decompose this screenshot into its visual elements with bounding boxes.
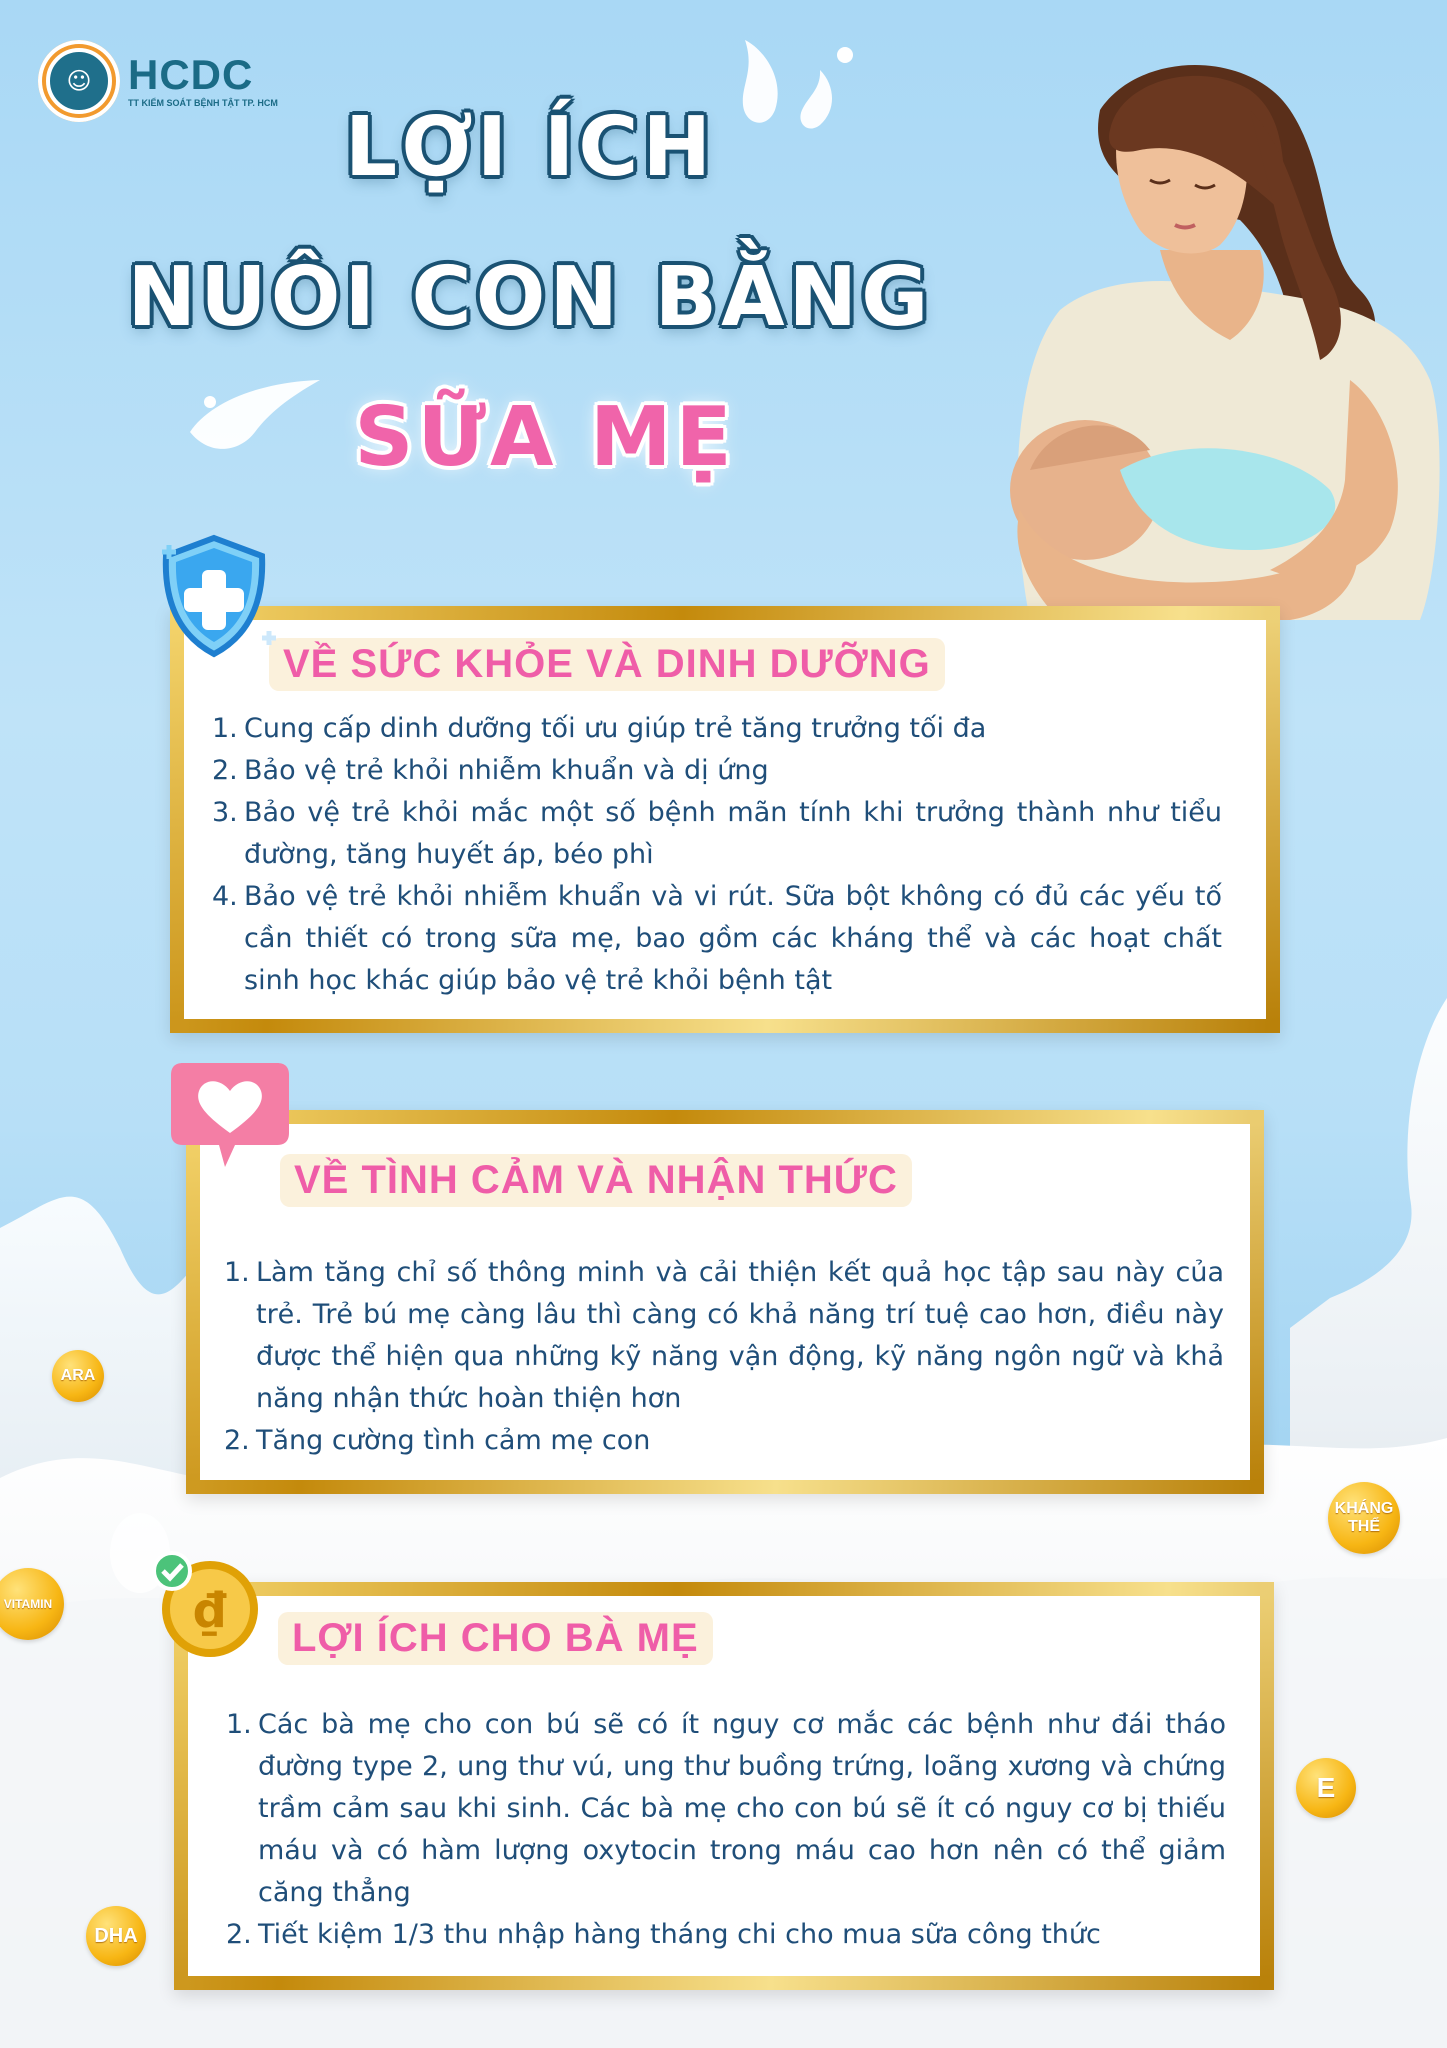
- ara-badge: ARA: [52, 1350, 104, 1402]
- benefit-list: [226, 1704, 1226, 1956]
- mother-benefits-card: [174, 1582, 1274, 1990]
- vitamin-e-badge: E: [1296, 1758, 1356, 1818]
- list-item: 1. Làm tăng chỉ số thông minh và cải thiện kết quả học tập sau này của trẻ. Trẻ bú mẹ càng lâu thì càng có khả năng trí tuệ cao hơn, điều này được thể hiện qua những kỹ năng vận động, kỹ năng ngôn ngữ và khả năng nhận thức hoàn thiện hơn: [224, 1257, 1224, 1414]
- svg-text:₫: ₫: [193, 1583, 227, 1639]
- section-heading: VỀ TÌNH CẢM VÀ NHẬN THỨC: [280, 1154, 912, 1207]
- list-item: 2. Tiết kiệm 1/3 thu nhập hàng tháng chi cho mua sữa công thức: [226, 1919, 1101, 1950]
- title-line-2: NUÔI CON BẰNG: [127, 250, 933, 345]
- benefit-list: [224, 1252, 1224, 1462]
- list-item: 4. Bảo vệ trẻ khỏi nhiễm khuẩn và vi rút. Sữa bột không có đủ các yếu tố cần thiết có trong sữa mẹ, bao gồm các kháng thể và các hoạt chất sinh học khác giúp bảo vệ trẻ khỏi bệnh tật: [212, 881, 1222, 996]
- logo-name: HCDC: [128, 51, 254, 98]
- title-line-3: SỮA MẸ: [354, 390, 736, 485]
- khang-the-badge: KHÁNG THỂ: [1328, 1482, 1400, 1554]
- emotion-cognition-card: [186, 1110, 1264, 1494]
- shield-plus-icon: [152, 530, 282, 660]
- logo-subtitle: TT KIỂM SOÁT BỆNH TẬT TP. HCM: [128, 98, 278, 108]
- section-heading: LỢI ÍCH CHO BÀ MẸ: [278, 1612, 713, 1665]
- milk-splash-icon: [180, 372, 330, 462]
- coin-check-icon: [148, 1545, 268, 1665]
- heart-bubble-icon: [165, 1055, 295, 1175]
- health-nutrition-card: [170, 606, 1280, 1033]
- vitamin-badge: VITAMIN: [0, 1568, 64, 1640]
- dha-badge: DHA: [86, 1906, 146, 1966]
- milk-drop-icon: [725, 30, 865, 150]
- hcdc-logo-icon: ☺: [38, 40, 120, 122]
- list-item: 1. Cung cấp dinh dưỡng tối ưu giúp trẻ tăng trưởng tối đa: [212, 713, 987, 744]
- title-line-1: LỢI ÍCH: [344, 100, 716, 195]
- list-item: 2. Tăng cường tình cảm mẹ con: [224, 1425, 651, 1456]
- section-heading: VỀ SỨC KHỎE VÀ DINH DƯỠNG: [269, 638, 945, 691]
- benefit-list: [212, 708, 1222, 1002]
- list-item: 3. Bảo vệ trẻ khỏi mắc một số bệnh mãn tính khi trưởng thành như tiểu đường, tăng huyết áp, béo phì: [212, 797, 1222, 870]
- list-item: 1. Các bà mẹ cho con bú sẽ có ít nguy cơ mắc các bệnh như đái tháo đường type 2, ung thư vú, ung thư buồng trứng, loãng xương và chứng trầm cảm sau khi sinh. Các bà mẹ cho con bú sẽ ít có nguy cơ bị thiếu máu và có hàm lượng oxytocin trong máu cao hơn nên có thể giảm căng thẳng: [226, 1709, 1226, 1908]
- list-item: 2. Bảo vệ trẻ khỏi nhiễm khuẩn và dị ứng: [212, 755, 769, 786]
